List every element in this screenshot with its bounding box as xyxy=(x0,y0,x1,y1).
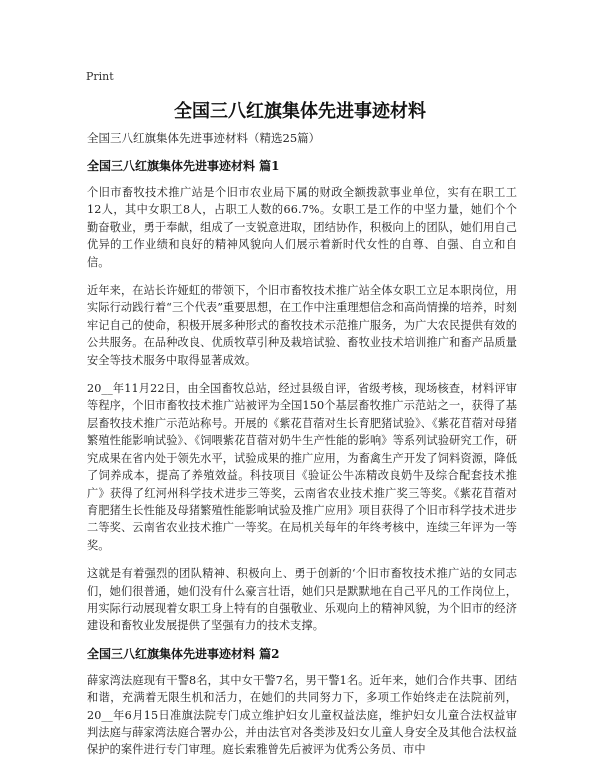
paragraph: 个旧市畜牧技术推广站是个旧市农业局下属的财政全额拨款事业单位，实有在职工工12人，其中女职工8人，占职工人数的66.7%。女职工是工作的中坚力量，她们个个勤奋敬业，勇于奉献，组成了一支锐意进取，团结协作，积极向上的团队，她们用自己优异的工作业绩和良好的精神风貌向人们展示着新时代女性的自尊、自强、自立和自信。 xyxy=(87,186,517,269)
paragraph: 20__年11月22日，由全国畜牧总站，经过县级自评，省级考核，现场核查，材料评审等程序，个旧市畜牧技术推广站被评为全国150个基层畜牧推广示范站之一，获得了基层畜牧技术推广示范站称号。开展的《紫花苜蓿对生长育肥猪试验》、《紫花苜蓿对母猪繁殖性能影响试验》、《饲喂紫花苜蓿对奶牛生产性能的影响》等系列试验研究工作，研究成果在省内处于领先水平，试验成果的推广应用，为畜禽生产开发了饲料资源，降低了饲养成本，提高了养殖效益。科技项目《验证公牛冻精改良奶牛及综合配套技术推广》获得了红河州科学技术进步三等奖，云南省农业技术推广奖三等奖。《紫花苜蓿对育肥猪生长性能及母猪繁殖性能影响试验及推广应用》项目获得了个旧市科学技术进步二等奖、云南省农业技术推广一等奖。在局机关每年的年终考核中，连续三年评为一等奖。 xyxy=(87,382,517,552)
document-title: 全国三八红旗集体先进事迹材料 xyxy=(174,101,426,122)
document-body xyxy=(87,130,517,770)
print-link[interactable]: Print xyxy=(86,70,114,83)
paragraph: 薛家湾法庭现有干警8名，其中女干警7名，男干警1名。近年来，她们合作共事、团结和谐，充满着无限生机和活力，在她们的共同努力下，多项工作始终走在法院前列，20__年6月15日准旗法院专门成立维护妇女儿童权益法庭，维护妇女儿童合法权益审判法庭与薛家湾法庭合署办公，并由法官对各类涉及妇女儿童人身安全及其他合法权益保护的案件进行专门审理。庭长索雅曾先后被评为优秀公务员、市中 xyxy=(87,673,517,757)
section-heading-2: 全国三八红旗集体先进事迹材料 篇2 xyxy=(87,646,280,661)
paragraph: 近年来，在站长许娅虹的带领下，个旧市畜牧技术推广站全体女职工立足本职岗位，用实际行动践行着“三个代表”重要思想，在工作中注重理想信念和高尚情操的培养，时刻牢记自己的使命，积极开展多种形式的畜牧技术示范推广服务，为广大农民提供有效的公共服务。在品种改良、优质牧草引种及栽培试验、畜牧业技术培训推广和畜产品质量安全等技术服务中取得显著成效。 xyxy=(87,284,517,367)
section-heading-1: 全国三八红旗集体先进事迹材料 篇1 xyxy=(87,159,280,173)
document-subtitle: 全国三八红旗集体先进事迹材料（精选25篇） xyxy=(87,131,321,145)
paragraph: 这就是有着强烈的团队精神、积极向上、勇于创新的‘个旧市畜牧技术推广站的女同志们，她们很普通，她们没有什么豪言壮语，她们只是默默地在自己平凡的工作岗位上，用实际行动展现着女职工身上特有的自强敬业、乐观向上的精神风貌，为个旧市的经济建设和畜牧业发展提供了坚强有力的技术支撑。 xyxy=(87,567,517,633)
